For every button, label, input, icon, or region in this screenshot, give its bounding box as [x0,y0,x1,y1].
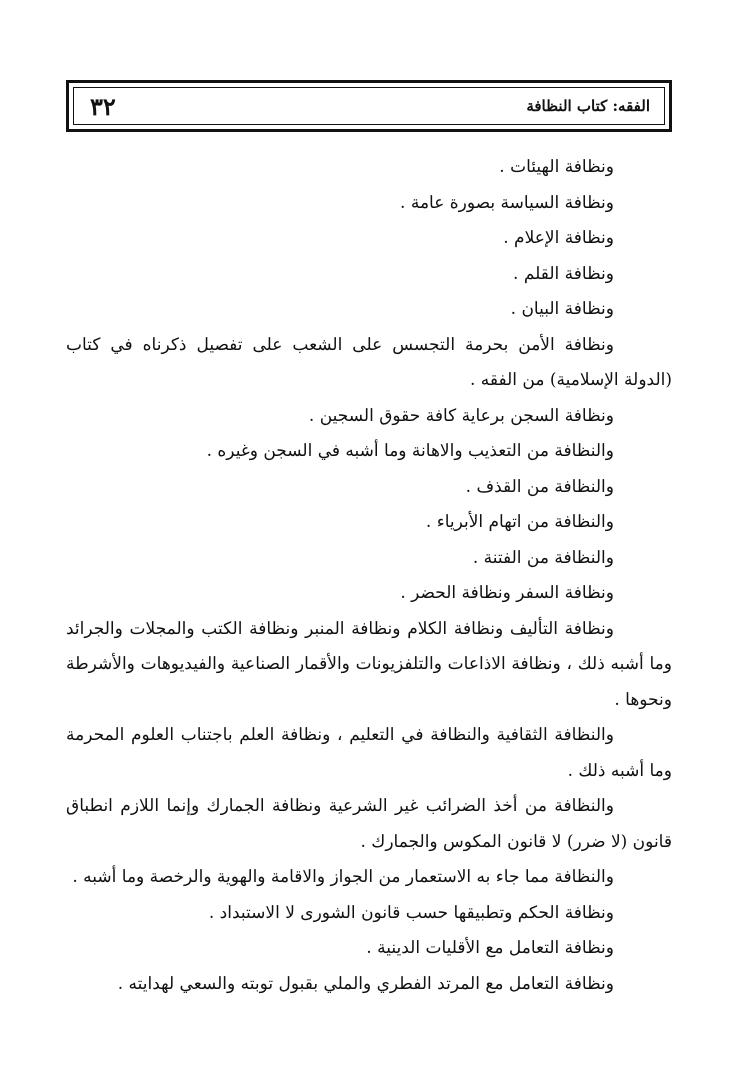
page-body [66,150,672,1002]
paragraph: ونظافة السفر ونظافة الحضر . [400,583,614,603]
paragraph: ونظافة الهيئات . [499,157,614,177]
paragraph: ونظافة الأمن بحرمة التجسس على الشعب على تفصيل ذكرناه في كتاب (الدولة الإسلامية) من الفقه . [66,334,672,390]
paragraph: ونظافة البيان . [510,299,614,319]
paragraph: والنظافة من القذف . [465,476,614,497]
paragraph: ونظافة الإعلام . [503,228,614,248]
paragraph: والنظافة من التعذيب والاهانة وما أشبه في السجن وغيره . [206,441,614,461]
paragraph: ونظافة الحكم وتطبيقها حسب قانون الشورى لا الاستبداد . [208,902,614,923]
paragraph: ونظافة التعامل مع المرتد الفطري والملي بقبول توبته والسعي لهدايته . [117,973,614,994]
paragraph: ونظافة السجن برعاية كافة حقوق السجين . [308,405,614,426]
paragraph: ونظافة السياسة بصورة عامة . [400,192,614,213]
paragraph: والنظافة الثقافية والنظافة في التعليم ، ونظافة العلم باجتناب العلوم المحرمة وما أشبه ذلك . [66,725,672,781]
paragraph: والنظافة مما جاء به الاستعمار من الجواز والاقامة والهوية والرخصة وما أشبه . [72,867,614,887]
page-header [66,80,672,132]
page-header-inner [73,87,665,125]
paragraph: ونظافة القلم . [513,263,614,284]
paragraph: والنظافة من الفتنة . [472,547,614,568]
paragraph: ونظافة التأليف ونظافة الكلام ونظافة المنبر ونظافة الكتب والمجلات والجرائد وما أشبه ذلك ، ونظافة الاذاعات والتلفزيونات والأقمار الصناعية والفيديوهات والأشرطة ونحوها . [66,618,672,710]
page-number: ٣٢ [90,91,116,121]
paragraph: والنظافة من اتهام الأبرياء . [425,512,614,532]
paragraph: والنظافة من أخذ الضرائب غير الشرعية ونظافة الجمارك وإنما اللازم انطباق قانون (لا ضرر) لا قانون المكوس والجمارك . [66,796,672,852]
running-title: الفقه: كتاب النظافة [526,97,650,115]
paragraph: ونظافة التعامل مع الأقليات الدينية . [366,938,614,958]
